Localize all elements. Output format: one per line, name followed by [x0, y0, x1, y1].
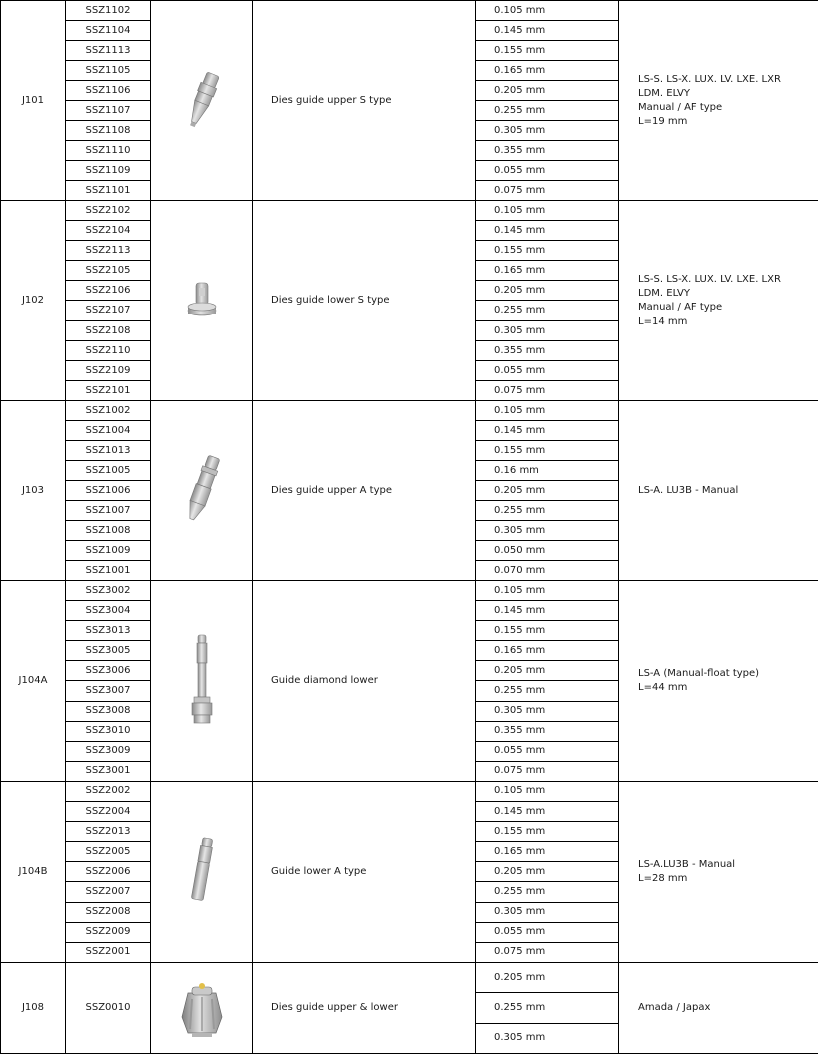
reference-cell: SSZ2105 — [66, 261, 151, 281]
reference-cell: SSZ1006 — [66, 481, 151, 501]
size-cell: 0.205 mm — [476, 661, 619, 681]
size-cell: 0.145 mm — [476, 601, 619, 621]
product-image — [151, 962, 253, 1053]
size-cell: 0.305 mm — [476, 701, 619, 721]
size-cell: 0.075 mm — [476, 761, 619, 781]
table-row — [1, 201, 818, 221]
size-cell: 0.055 mm — [476, 361, 619, 381]
size-cell: 0.255 mm — [476, 993, 619, 1023]
size-cell: 0.305 mm — [476, 321, 619, 341]
size-cell: 0.105 mm — [476, 581, 619, 601]
size-cell: 0.075 mm — [476, 181, 619, 201]
product-code: J104A — [1, 581, 66, 782]
reference-cell: SSZ2013 — [66, 822, 151, 842]
guide-lower-a-icon — [151, 836, 252, 908]
size-cell: 0.155 mm — [476, 441, 619, 461]
size-cell: 0.305 mm — [476, 121, 619, 141]
reference-cell: SSZ3002 — [66, 581, 151, 601]
reference-cell: SSZ1107 — [66, 101, 151, 121]
reference-cell: SSZ2001 — [66, 942, 151, 962]
guide-upper-a-icon — [151, 453, 252, 529]
reference-cell: SSZ1106 — [66, 81, 151, 101]
size-cell: 0.165 mm — [476, 61, 619, 81]
reference-cell: SSZ2108 — [66, 321, 151, 341]
note-line: L=28 mm — [638, 872, 818, 886]
product-code: J108 — [1, 962, 66, 1053]
product-table-body — [1, 1, 818, 1054]
note-line: LS-A. LU3B - Manual — [638, 484, 818, 498]
reference-cell: SSZ2004 — [66, 802, 151, 822]
note-line: Manual / AF type — [638, 101, 818, 115]
reference-cell: SSZ1104 — [66, 21, 151, 41]
reference-cell: SSZ1101 — [66, 181, 151, 201]
reference-cell: SSZ3004 — [66, 601, 151, 621]
compatibility-note — [619, 581, 818, 782]
size-cell: 0.205 mm — [476, 281, 619, 301]
reference-cell: SSZ2009 — [66, 922, 151, 942]
note-line: LS-S. LS-X. LUX. LV. LXE. LXR — [638, 273, 818, 287]
reference-cell: SSZ3007 — [66, 681, 151, 701]
reference-cell: SSZ3008 — [66, 701, 151, 721]
reference-cell: SSZ2006 — [66, 862, 151, 882]
product-image — [151, 201, 253, 401]
size-cell: 0.305 mm — [476, 1023, 619, 1053]
size-cell: 0.305 mm — [476, 521, 619, 541]
compatibility-note — [619, 401, 818, 581]
size-cell: 0.255 mm — [476, 301, 619, 321]
product-description: Dies guide lower S type — [253, 201, 476, 401]
note-line: L=44 mm — [638, 681, 818, 695]
reference-cell: SSZ1105 — [66, 61, 151, 81]
product-code: J104B — [1, 781, 66, 962]
note-line: L=19 mm — [638, 115, 818, 129]
reference-cell: SSZ2102 — [66, 201, 151, 221]
size-cell: 0.355 mm — [476, 721, 619, 741]
compatibility-note — [619, 201, 818, 401]
size-cell: 0.165 mm — [476, 261, 619, 281]
reference-cell: SSZ1109 — [66, 161, 151, 181]
compatibility-note — [619, 1, 818, 201]
reference-cell: SSZ3009 — [66, 741, 151, 761]
table-row — [1, 581, 818, 601]
reference-cell: SSZ1013 — [66, 441, 151, 461]
product-description: Guide lower A type — [253, 781, 476, 962]
size-cell: 0.16 mm — [476, 461, 619, 481]
note-line: LS-A.LU3B - Manual — [638, 858, 818, 872]
size-cell: 0.070 mm — [476, 561, 619, 581]
note-line: Manual / AF type — [638, 301, 818, 315]
product-code: J103 — [1, 401, 66, 581]
size-cell: 0.105 mm — [476, 401, 619, 421]
size-cell: 0.055 mm — [476, 161, 619, 181]
size-cell: 0.050 mm — [476, 541, 619, 561]
note-line: L=14 mm — [638, 315, 818, 329]
reference-cell: SSZ1007 — [66, 501, 151, 521]
product-description: Dies guide upper A type — [253, 401, 476, 581]
reference-cell: SSZ2007 — [66, 882, 151, 902]
table-row — [1, 1, 818, 21]
compatibility-note — [619, 781, 818, 962]
reference-cell: SSZ3013 — [66, 621, 151, 641]
note-line: LS-A (Manual-float type) — [638, 667, 818, 681]
table-row — [1, 401, 818, 421]
size-cell: 0.255 mm — [476, 101, 619, 121]
reference-cell: SSZ0010 — [66, 962, 151, 1053]
reference-cell: SSZ2113 — [66, 241, 151, 261]
reference-cell: SSZ2005 — [66, 842, 151, 862]
reference-cell: SSZ2002 — [66, 781, 151, 801]
reference-cell: SSZ3001 — [66, 761, 151, 781]
reference-cell: SSZ1001 — [66, 561, 151, 581]
size-cell: 0.255 mm — [476, 501, 619, 521]
size-cell: 0.205 mm — [476, 962, 619, 992]
compatibility-note — [619, 962, 818, 1053]
reference-cell: SSZ2008 — [66, 902, 151, 922]
size-cell: 0.155 mm — [476, 822, 619, 842]
size-cell: 0.155 mm — [476, 41, 619, 61]
size-cell: 0.355 mm — [476, 141, 619, 161]
reference-cell: SSZ1009 — [66, 541, 151, 561]
guide-lower-s-icon — [151, 279, 252, 323]
reference-cell: SSZ1110 — [66, 141, 151, 161]
reference-cell: SSZ2109 — [66, 361, 151, 381]
reference-cell: SSZ1108 — [66, 121, 151, 141]
product-description: Dies guide upper S type — [253, 1, 476, 201]
guide-diamond-lower-icon — [151, 633, 252, 729]
product-image — [151, 401, 253, 581]
product-code: J101 — [1, 1, 66, 201]
size-cell: 0.145 mm — [476, 221, 619, 241]
reference-cell: SSZ3010 — [66, 721, 151, 741]
reference-cell: SSZ1004 — [66, 421, 151, 441]
reference-cell: SSZ2107 — [66, 301, 151, 321]
table-row — [1, 962, 818, 992]
reference-cell: SSZ1002 — [66, 401, 151, 421]
product-description: Guide diamond lower — [253, 581, 476, 782]
product-description: Dies guide upper & lower — [253, 962, 476, 1053]
reference-cell: SSZ1005 — [66, 461, 151, 481]
size-cell: 0.145 mm — [476, 802, 619, 822]
reference-cell: SSZ1113 — [66, 41, 151, 61]
size-cell: 0.145 mm — [476, 21, 619, 41]
product-code: J102 — [1, 201, 66, 401]
size-cell: 0.205 mm — [476, 481, 619, 501]
note-line: LDM. ELVY — [638, 287, 818, 301]
guide-upper-lower-icon — [151, 977, 252, 1039]
size-cell: 0.255 mm — [476, 882, 619, 902]
size-cell: 0.205 mm — [476, 81, 619, 101]
size-cell: 0.075 mm — [476, 942, 619, 962]
size-cell: 0.105 mm — [476, 201, 619, 221]
reference-cell: SSZ3005 — [66, 641, 151, 661]
product-image — [151, 781, 253, 962]
size-cell: 0.165 mm — [476, 641, 619, 661]
size-cell: 0.145 mm — [476, 421, 619, 441]
size-cell: 0.155 mm — [476, 241, 619, 261]
size-cell: 0.105 mm — [476, 781, 619, 801]
reference-cell: SSZ1102 — [66, 1, 151, 21]
guide-upper-s-icon — [151, 70, 252, 132]
size-cell: 0.355 mm — [476, 341, 619, 361]
size-cell: 0.105 mm — [476, 1, 619, 21]
size-cell: 0.205 mm — [476, 862, 619, 882]
note-line: LS-S. LS-X. LUX. LV. LXE. LXR — [638, 73, 818, 87]
reference-cell: SSZ2106 — [66, 281, 151, 301]
reference-cell: SSZ2104 — [66, 221, 151, 241]
reference-cell: SSZ3006 — [66, 661, 151, 681]
note-line: LDM. ELVY — [638, 87, 818, 101]
size-cell: 0.055 mm — [476, 741, 619, 761]
reference-cell: SSZ2101 — [66, 381, 151, 401]
size-cell: 0.165 mm — [476, 842, 619, 862]
size-cell: 0.305 mm — [476, 902, 619, 922]
reference-cell: SSZ1008 — [66, 521, 151, 541]
size-cell: 0.055 mm — [476, 922, 619, 942]
product-image — [151, 1, 253, 201]
size-cell: 0.255 mm — [476, 681, 619, 701]
size-cell: 0.075 mm — [476, 381, 619, 401]
product-image — [151, 581, 253, 782]
note-line: Amada / Japax — [638, 1001, 818, 1015]
reference-cell: SSZ2110 — [66, 341, 151, 361]
table-row — [1, 781, 818, 801]
size-cell: 0.155 mm — [476, 621, 619, 641]
